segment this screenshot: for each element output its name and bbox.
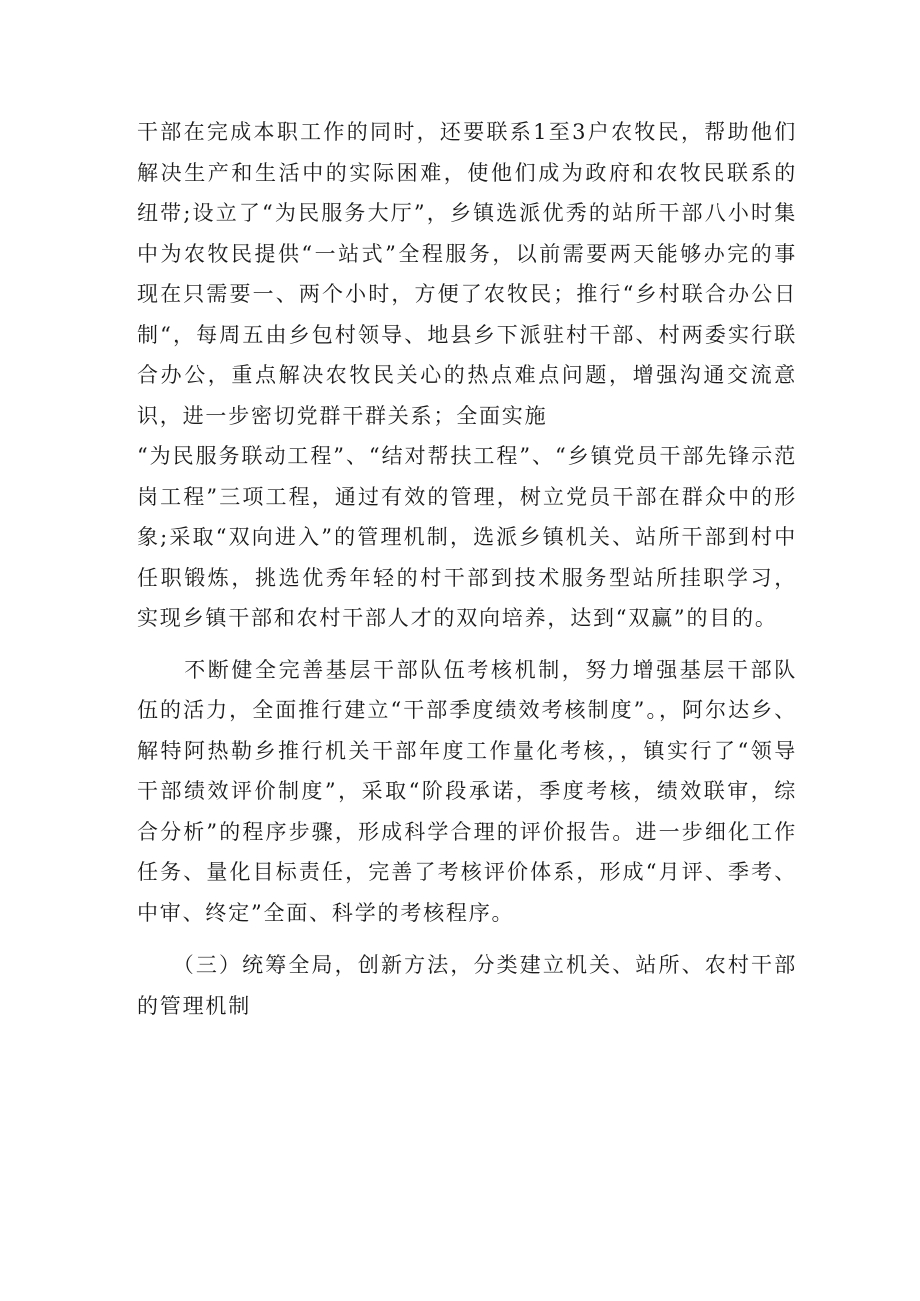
document-body — [137, 112, 797, 1026]
section-heading: （三）统筹全局，创新方法，分类建立机关、站所、农村干部的管理机制 — [137, 953, 797, 1018]
paragraph-gap — [137, 639, 797, 650]
paragraph-3: 不断健全完善基层干部队伍考核机制，努力增强基层干部队伍的活力，全面推行建立“干部季度绩效考核制度”。，阿尔达乡、解特阿热勒乡推行机关干部年度工作量化考核，，镇实行了“领导干部绩效评价制度”，采取“阶段承诺，季度考核，绩效联审，综合分析”的程序步骤，形成科学合理的评价报告。进一步细化工作任务、量化目标责任，完善了考核评价体系，形成“月评、季考、中审、终定”全面、科学的考核程序。 — [137, 657, 797, 925]
paragraph-1: 干部在完成本职工作的同时，还要联系1至3户农牧民，帮助他们解决生产和生活中的实际困难，使他们成为政府和农牧民联系的纽带;设立了“为民服务大厅”，乡镇选派优秀的站所干部八小时集中为农牧民提供“一站式”全程服务，以前需要两天能够办完的事现在只需要一、两个小时，方便了农牧民；推行“乡村联合办公日制“，每周五由乡包村领导、地县乡下派驻村干部、村两委实行联合办公，重点解决农牧民关心的热点难点问题，增强沟通交流意识，进一步密切党群干群关系；全面实施 — [137, 120, 797, 428]
paragraph-gap — [137, 933, 797, 945]
paragraph-2: “为民服务联动工程”、“结对帮扶工程”、“乡镇党员干部先锋示范岗工程”三项工程，通过有效的管理，树立党员干部在群众中的形象;采取“双向进入”的管理机制，选派乡镇机关、站所干部到村中任职锻炼，挑选优秀年轻的村干部到技术服务型站所挂职学习，实现乡镇干部和农村干部人才的双向培养，达到“双赢”的目的。 — [137, 444, 797, 630]
